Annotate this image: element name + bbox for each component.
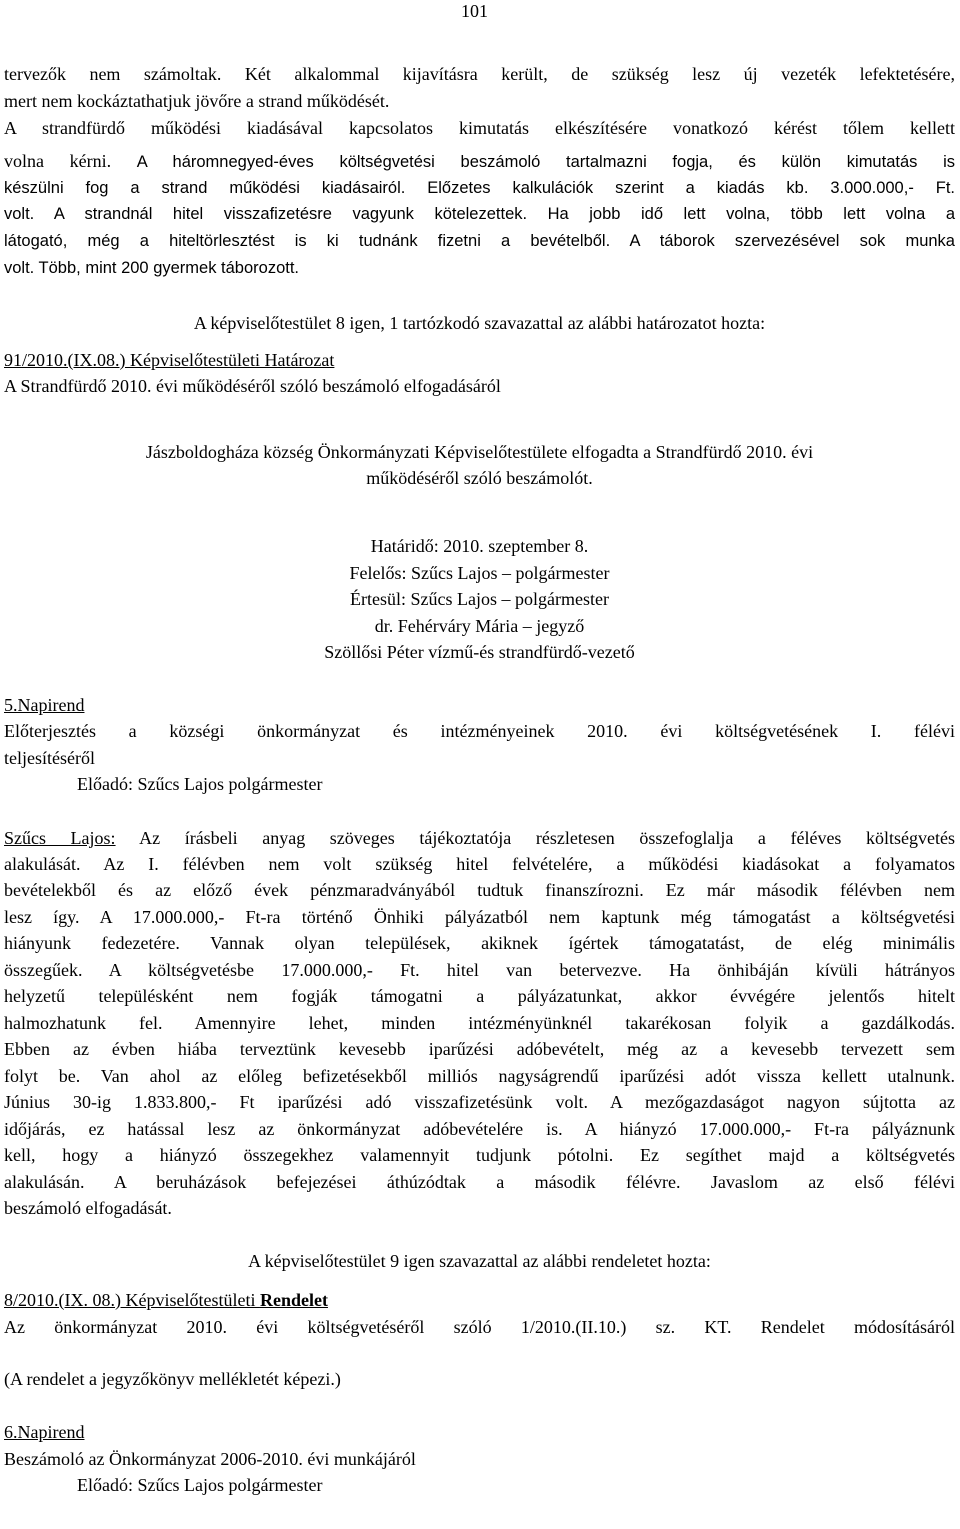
agenda-5-title: teljesítéséről (4, 748, 95, 768)
page-number: 101 (461, 1, 488, 21)
intro-line: tervezők nem számoltak. Két alkalommal kijavításra került, de szükség lesz új vezeték lefektetésére, (4, 64, 955, 84)
agenda-5-heading-text: 5.Napirend (4, 695, 85, 715)
resolution-number-text: 91/2010.(IX.08.) Képviselőtestületi Határozat (4, 350, 335, 370)
speaker-name: Szűcs Lajos: (4, 828, 116, 848)
mixed-line (4, 149, 955, 174)
agenda-6-heading-text: 6.Napirend (4, 1422, 85, 1442)
speech-first-text: Az írásbeli anyag szöveges tájékoztatója részletesen összefoglalja a féléves költségvetés (115, 828, 955, 848)
resolution-subject: A Strandfürdő 2010. évi működéséről szóló beszámoló elfogadásáról (4, 376, 501, 396)
decree-number-text: 8/2010.(IX. 08.) Képviselőtestületi (4, 1290, 260, 1310)
agenda-6-presenter: Előadó: Szűcs Lajos polgármester (77, 1475, 323, 1495)
speech-line: bevételekből és az előző évek pénzmaradványából tudtuk finanszírozni. Ez már második félévben nem (4, 880, 955, 900)
vote-statement: A képviselőtestület 8 igen, 1 tartózkodó szavazattal az alábbi határozatot hozta: (193, 313, 766, 333)
speech-line: lesz így. A 17.000.000,- Ft-ra történő Önhiki pályázatból nem kaptunk még támogatást a költségvetési (4, 907, 955, 927)
speech-line: alakulásán. A beruházások befejezései áthúzódtak a második félévre. Javaslom az első félévi (4, 1172, 955, 1192)
agenda-5-title: Előterjesztés a községi önkormányzat és intézményeinek 2010. évi költségvetésének I. félévi (4, 721, 955, 741)
notified: dr. Fehérváry Mária – jegyző (374, 616, 585, 636)
mixed-line-serif: volna kérni. (4, 151, 137, 171)
intro-line: A strandfürdő működési kiadásával kapcsolatos kimutatás elkészítésére vonatkozó kérést tőlem kellett (4, 118, 955, 138)
deadline: Határidő: 2010. szeptember 8. (370, 536, 589, 556)
sans-line: volt. A strandnál hitel visszafizetésre vagyunk kötelezettek. Ha jobb idő lett volna, több lett volna a (4, 205, 955, 223)
vote-statement: A képviselőtestület 9 igen szavazattal az alábbi rendeletet hozta: (248, 1251, 711, 1271)
responsible: Felelős: Szűcs Lajos – polgármester (349, 563, 610, 583)
resolution-text: működéséről szóló beszámolót. (366, 468, 593, 488)
agenda-5-presenter: Előadó: Szűcs Lajos polgármester (77, 774, 323, 794)
agenda-6-title: Beszámoló az Önkormányzat 2006-2010. évi munkájáról (4, 1449, 416, 1469)
mixed-line-sans: A háromnegyed-éves költségvetési beszámoló tartalmazni fogja, és külön kimutatás is (136, 153, 955, 171)
speech-line: kell, hogy a hiányzó összegekhez valamennyit tudjunk pótolni. Ez segíthet majd a költségvetés (4, 1145, 955, 1165)
speech-line: beszámoló elfogadását. (4, 1198, 172, 1218)
speech-line: időjárás, ez hatással lesz az önkormányzat adóbevételére is. A hiányzó 17.000.000,- Ft-ra pályáznunk (4, 1119, 955, 1139)
speech-line: Ebben az évben hiába terveztünk kevesebb iparűzési adóbevételt, még az a kevesebb tervezett sem (4, 1039, 955, 1059)
decree-word: Rendelet (259, 1290, 328, 1310)
speech-line: halmozhatunk fel. Amennyire lehet, minden intézményünknél takarékosan folyik a gazdálkodás. (4, 1013, 955, 1033)
annex-note: (A rendelet a jegyzőkönyv mellékletét képezi.) (4, 1369, 341, 1389)
agenda-5-heading (4, 693, 955, 717)
sans-line: látogató, még a hiteltörlesztést is ki tudnánk fizetni a bevételből. A táborok szervezésével sok munka (4, 232, 955, 250)
speech-line: összegűek. A költségvetésbe 17.000.000,- Ft. hitel van betervezve. Ha önhibáján kívüli hátrányos (4, 960, 955, 980)
speech-line: hiányunk fedezetére. Vannak olyan települések, akiknek ígértek támogatatást, de elég minimális (4, 933, 955, 953)
speech-line (4, 826, 955, 850)
speech-line: Június 30-ig 1.833.800,- Ft iparűzési adó visszafizetésünk volt. A mezőgazdaságot nagyon sújtotta az (4, 1092, 955, 1112)
speech-line: folyt be. Van ahol az előleg befizetésekből milliós nagyságrendű iparűzési adót vissza kellett utalnunk. (4, 1066, 955, 1086)
sans-line: készülni fog a strand működési kiadásairól. Előzetes kalkulációk szerint a kiadás kb. 3.000.000,- Ft. (4, 179, 955, 197)
intro-line: mert nem kockáztathatjuk jövőre a strand működését. (4, 91, 390, 111)
notified: Szöllősi Péter vízmű-és strandfürdő-vezető (324, 642, 635, 662)
resolution-number (4, 348, 955, 372)
speech-line: helyzetű településként nem fogják támogatni a pályázatunkat, akkor évvégére jelentős hitelt (4, 986, 955, 1006)
resolution-text: Jászboldogháza község Önkormányzati Képviselőtestülete elfogadta a Strandfürdő 2010. évi (145, 442, 814, 462)
agenda-6-heading (4, 1420, 955, 1444)
sans-line: volt. Több, mint 200 gyermek táborozott. (4, 259, 300, 277)
decree-number (4, 1288, 955, 1312)
notified: Értesül: Szűcs Lajos – polgármester (350, 589, 609, 609)
speech-line: alakulását. Az I. félévben nem volt szükség hitel felvételére, a működési kiadásokat a folyamatos (4, 854, 955, 874)
decree-title: Az önkormányzat 2010. évi költségvetéséről szóló 1/2010.(II.10.) sz. KT. Rendelet módosításáról (4, 1317, 955, 1337)
